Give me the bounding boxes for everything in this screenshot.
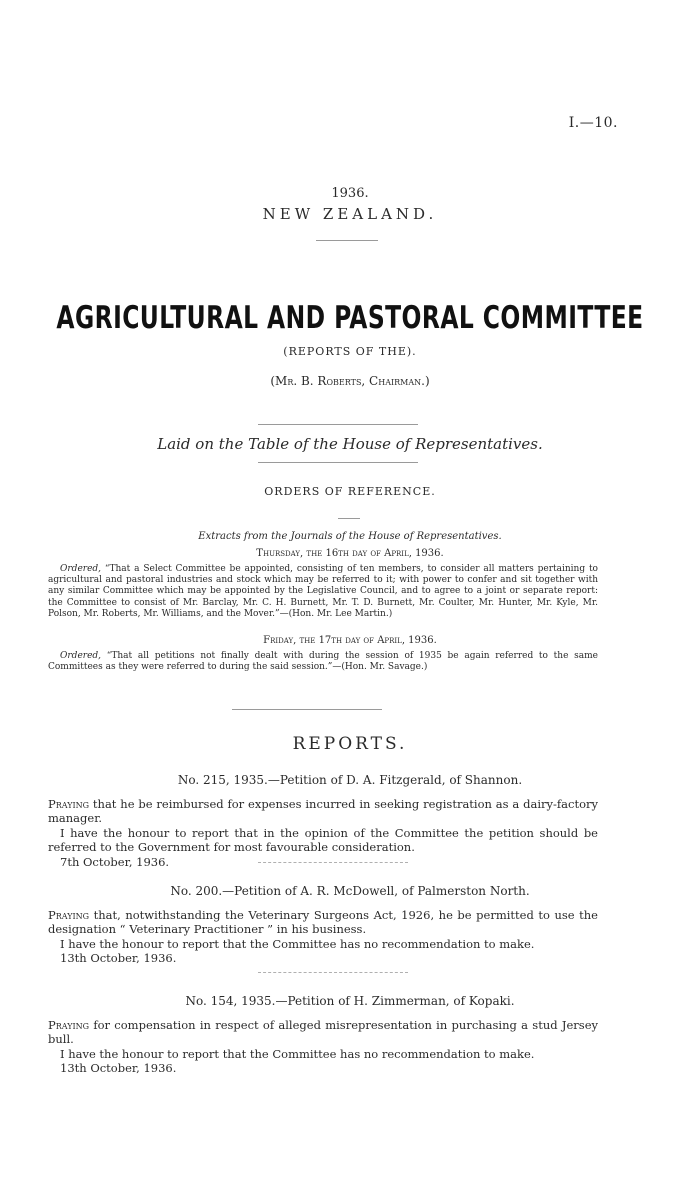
report-date: 13th October, 1936. (60, 1061, 177, 1076)
orders-heading: ORDERS OF REFERENCE. (264, 485, 436, 498)
document-reference: I.—10. (568, 115, 618, 131)
country-heading: NEW ZEALAND. (262, 205, 438, 223)
praying-text: for compensation in respect of alleged misrepresentation in purchasing a stud Jersey bull. (48, 1018, 599, 1047)
order-lead: Ordered, (60, 564, 102, 574)
chairman-line: (Mr. B. Roberts, Chairman.) (270, 374, 430, 388)
order-lead: Ordered, (60, 651, 102, 661)
report-text: I have the honour to report that in the opinion of the Committee the petition should be referred to the Government for most favourable consideration. (48, 825, 598, 855)
petition-heading: No. 200.—Petition of A. R. McDowell, of Palmerston North. (170, 884, 530, 898)
divider (316, 240, 378, 241)
report-text: I have the honour to report that the Committee has no recommendation to make. (60, 936, 535, 951)
petition-heading: No. 215, 1935.—Petition of D. A. Fitzgerald, of Shannon. (177, 773, 523, 787)
divider (232, 709, 382, 710)
reports-heading: REPORTS. (292, 734, 408, 754)
petition-heading: No. 154, 1935.—Petition of H. Zimmerman, of Kopaki. (185, 994, 515, 1008)
order-paragraph-2 (48, 651, 598, 673)
report-date: 13th October, 1936. (60, 951, 177, 966)
year: 1936. (331, 186, 369, 201)
praying-lead: Praying (48, 1018, 90, 1032)
order-text: “That a Select Committee be appointed, consisting of ten members, to consider all matters pertaining to agricultural and pastoral industries and stock which may be referred to it; with power to confer and sit together with any similar Committee which may be appointed by the Legislative Council, and to agree to a joint or separate report: the Committee to consist of Mr. Barclay, Mr. C. H. Burnett, Mr. T. D. Burnett, Mr. Coulter, Mr. Hunter, Mr. Kyle, Mr. Polson, Mr. Roberts, Mr. Williams, and the Mover.”—(Hon. Mr. Lee Martin.) (48, 564, 598, 619)
praying-text: that, notwithstanding the Veterinary Surgeons Act, 1926, he be permitted to use the designation “ Veterinary Practitioner ” in his business. (48, 908, 598, 937)
praying-lead: Praying (48, 797, 90, 811)
extracts-line: Extracts from the Journals of the House of Representatives. (198, 531, 502, 542)
divider (258, 424, 418, 425)
divider (338, 518, 360, 519)
order-paragraph-1 (48, 564, 598, 620)
document-title: AGRICULTURAL AND PASTORAL COMMITTEE (56, 300, 644, 336)
report-text: I have the honour to report that the Committee has no recommendation to make. (60, 1046, 535, 1061)
praying-lead: Praying (48, 908, 90, 922)
petition-entry (48, 908, 598, 966)
report-date: 7th October, 1936. (60, 854, 170, 869)
praying-text: that he be reimbursed for expenses incurred in seeking registration as a dairy-factory manager. (48, 797, 599, 826)
order-date-1: Thursday, the 16th day of April, 1936. (256, 548, 444, 559)
petition-entry (48, 1018, 598, 1076)
divider (258, 862, 408, 863)
petition-entry (48, 797, 598, 869)
document-subtitle: (REPORTS OF THE). (283, 345, 417, 358)
laid-on-table-line: Laid on the Table of the House of Representatives. (157, 435, 543, 453)
divider (258, 972, 408, 973)
divider (258, 462, 418, 463)
order-text: “That all petitions not finally dealt with during the session of 1935 be again referred to the same Committees as they were referred to during the said session.”—(Hon. Mr. Savage.) (48, 651, 598, 673)
order-date-2: Friday, the 17th day of April, 1936. (263, 635, 437, 646)
